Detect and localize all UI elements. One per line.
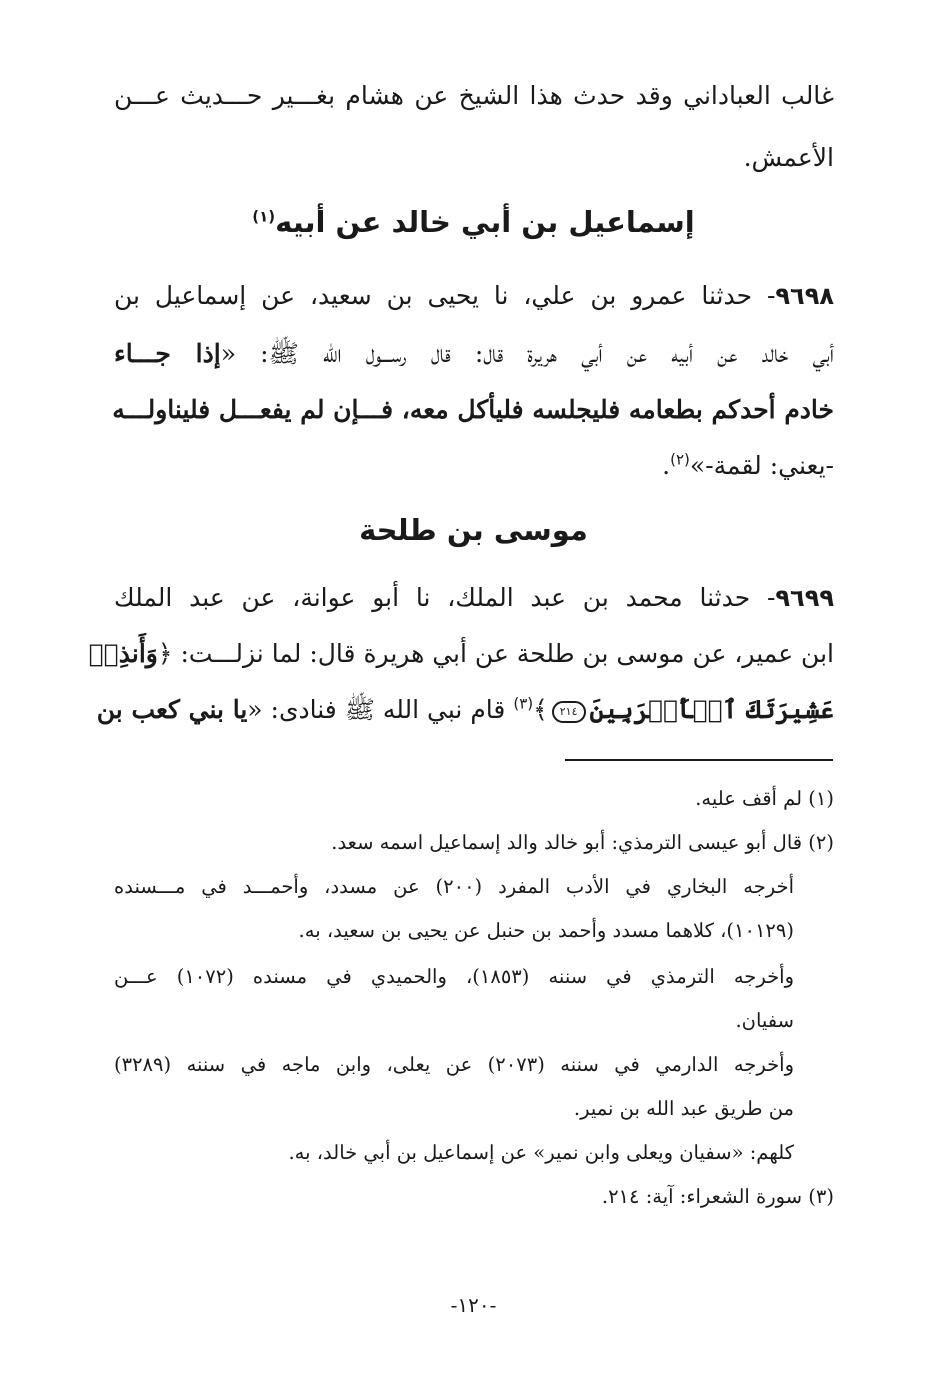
prophetic-saying: إذا جـــاء <box>114 339 221 368</box>
quran-verse: عَشِيرَتَكَ ٱلۡأَقۡرَبِينَ <box>589 695 834 724</box>
footnote-ref: (٢) <box>670 450 690 469</box>
hadith-text: - حدثنا عمرو بن علي، نا يحيى بن سعيد، عن إسماعيل بن <box>114 281 776 310</box>
hadith-text: قام نبي الله ﷺ فنادى: « <box>247 695 506 724</box>
hadith-9698-line-4: -يعني: لقمة-»$^{(٢)}$. <box>662 450 834 480</box>
section-heading-text: إسماعيل بن أبي خالد عن أبيه <box>275 205 695 239</box>
hadith-text: ابن عمير، عن موسى بن طلحة عن أبي هريرة قال: لما نزلـــت: ﴿ <box>157 639 834 668</box>
ayah-number-marker: ٢١٤ <box>552 701 586 723</box>
hadith-9698-line-1 <box>114 276 834 316</box>
hadith-9698-line-3: خادم أحدكم بطعامه فليجلسه فليأكل معه، فـــإن لم يفعـــل فليناولـــه <box>112 395 834 424</box>
hadith-9699-line-3: عَشِيرَتَكَ ٱلۡأَقۡرَبِينَ٢١٤﴾$^{(٣)}$ قام نبي الله ﷺ فنادى: «يا بني كعب بن <box>96 694 834 724</box>
hadith-text: -يعني: لقمة-» <box>689 451 834 480</box>
hadith-text: - حدثنا محمد بن عبد الملك، نا أبو عوانة، عن عبد الملك <box>114 583 776 612</box>
section-heading-ismail <box>0 200 947 244</box>
intro-line-2: الأعمش. <box>743 143 834 172</box>
footnote-2-line-2: أخرجه البخاري في الأدب المفرد (٢٠٠) عن مسدد، وأحمـــد في مـــسنده <box>114 875 794 898</box>
page-number: -١٢٠- <box>450 1293 497 1317</box>
quran-verse: وَأَنذِرۡ <box>88 639 158 668</box>
hadith-9699-line-1 <box>114 578 834 618</box>
prophetic-saying: يا بني كعب بن <box>96 695 248 724</box>
footnote-2-line-7: من طريق عبد الله بن نمير. <box>573 1097 794 1120</box>
footnote-ref: (٣) <box>513 694 534 713</box>
footnote-separator <box>565 759 833 761</box>
footnote-1: (١) لم أقف عليه. <box>695 787 834 810</box>
hadith-9699-line-2 <box>88 634 834 674</box>
footnote-2-line-4: وأخرجه الترمذي في سننه (١٨٥٣)، والحميدي في مسنده (١٠٧٢) عـــن <box>114 965 794 988</box>
footnote-2-line-6: وأخرجه الدارمي في سننه (٢٠٧٣) عن يعلى، وابن ماجه في سننه (٣٢٨٩) <box>114 1053 795 1076</box>
intro-line-1: غالب العباداني وقد حدث هذا الشيخ عن هشام بغـــير حـــديث عـــن <box>114 81 834 110</box>
hadith-9698-line-2 <box>114 334 834 374</box>
hadith-text: أبي خالد عن أبيه عن أبي هريرة قال: قال رســـول الله ﷺ: « <box>220 339 834 368</box>
footnote-2-line-1: (٢) قال أبو عيسى الترمذي: أبو خالد والد إسماعيل اسمه سعد. <box>331 831 834 854</box>
footnote-2-line-5: سفيان. <box>735 1009 794 1032</box>
hadith-number: ٩٦٩٩ <box>775 584 834 612</box>
footnote-2-line-8: كلهم: «سفيان ويعلى وابن نمير» عن إسماعيل بن أبي خالد، به. <box>288 1141 794 1164</box>
footnote-2-line-3: (١٠١٢٩)، كلاهما مسدد وأحمد بن حنبل عن يحيى بن سعيد، به. <box>298 919 794 942</box>
footnote-3: (٣) سورة الشعراء: آية: ٢١٤. <box>601 1185 834 1208</box>
hadith-number: ٩٦٩٨ <box>775 282 834 310</box>
section-heading-musa: موسى بن طلحة <box>359 513 588 547</box>
footnote-ref: (١) <box>252 207 276 226</box>
